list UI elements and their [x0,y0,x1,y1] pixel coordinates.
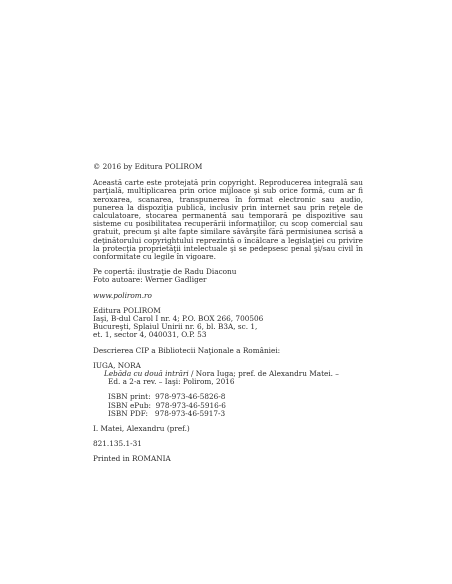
cip-heading: Descrierea CIP a Bibliotecii Naţionale a României: [93,345,281,355]
isbn-print: ISBN print: 978-973-46-5826-8 [108,392,226,402]
publisher-address-bucuresti-2: et. 1, sector 4, 040031, O.P. 53 [93,330,207,340]
rights-paragraph: Această carte este protejată prin copyright. Reproducerea integrală sau parţială, multiplicarea prin orice mijloace şi sub orice formă, cum ar fi xeroxarea, scanarea, transpunerea în format electronic sau audio, punerea la dispoziţia publică, inclusiv prin internet sau prin reţele de calculatoare, stocarea permanentă sau temporară pe dispozitive sau sisteme cu posibilitatea recuperării informaţiilor, cu scop comercial sau gratuit, precum şi alte fapte similare săvârşite fără permisiunea scrisă a deţinătorului copyrightului reprezintă o încălcare a legislaţiei cu privire la protecţia proprietăţii intelectuale şi se pedepsesc penal şi/sau civil în conformitate cu legile în vigoare. [93,178,363,262]
printed-in: Printed in ROMANIA [93,454,171,464]
cip-title-rest: / Nora Iuga; pref. de Alexandru Matei. – [188,369,339,379]
cip-book-title: Lebăda cu două intrări [104,369,189,379]
publisher-address-bucuresti-1: Bucureşti, Splaiul Unirii nr. 6, bl. B3A, sc. 1, [93,322,258,332]
publisher-name: Editura POLIROM [93,305,161,315]
cip-contributor: I. Matei, Alexandru (pref.) [93,424,190,434]
cip-classification: 821.135.1-31 [93,439,142,449]
cip-edition: Ed. a 2-a rev. – Iaşi: Polirom, 2016 [108,377,235,387]
photo-credit: Foto autoare: Werner Gadliger [93,275,207,285]
copyright-notice: © 2016 by Editura POLIROM [93,162,203,171]
publisher-address-iasi: Iaşi, B-dul Carol I nr. 4; P.O. BOX 266, 700506 [93,314,264,324]
isbn-pdf: ISBN PDF: 978-973-46-5917-3 [108,408,226,418]
cip-author: IUGA, NORA [93,360,141,370]
cover-credit: Pe copertă: ilustraţie de Radu Diaconu [93,267,237,277]
isbn-epub: ISBN ePub: 978-973-46-5916-6 [108,400,226,410]
copyright-page [93,163,363,464]
publisher-website: www.polirom.ro [93,290,152,300]
